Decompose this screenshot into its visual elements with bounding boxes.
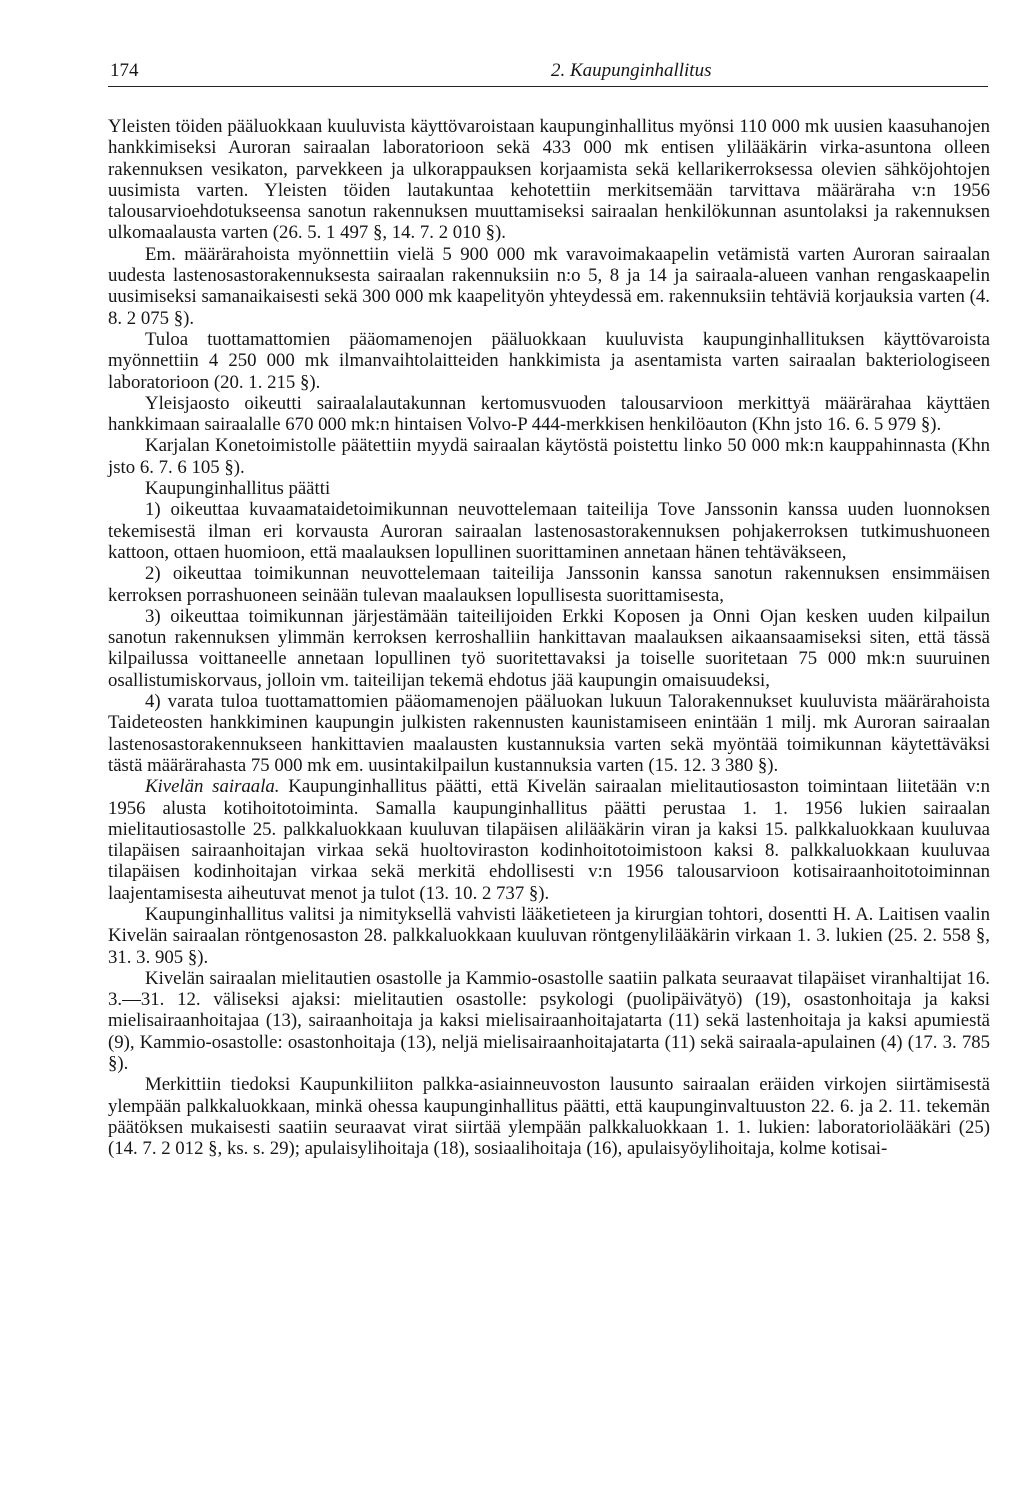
page-number: 174	[110, 60, 139, 81]
paragraph: Kaupunginhallitus päätti	[145, 478, 331, 500]
page-header	[108, 58, 988, 88]
list-item: 2) oikeuttaa toimikunnan neuvottelemaan taiteilija Janssonin kanssa sanotun rakennuksen ensimmäisen kerroksen porrashuoneen seinään tulevan maalauksen lopullisesta suorittamisesta,	[108, 563, 990, 606]
list-item: 1) oikeuttaa kuvaamataidetoimikunnan neuvottelemaan taiteilija Tove Janssonin kanssa uuden luonnoksen tekemisestä ilman eri korvausta Auroran sairaalan lastenosastorakennuksen pohjakerroksen tutkimushuoneen kattoon, ottaen huomioon, että maalauksen lopullinen suorittaminen annetaan hänen tehtäväkseen,	[108, 499, 990, 563]
section-lead: Kivelän sairaala.	[145, 776, 280, 798]
paragraph: Karjalan Konetoimistolle päätettiin myydä sairaalan käytöstä poistettu linko 50 000 mk:n kauppahinnasta (Khn jsto 6. 7. 6 105 §).	[108, 435, 990, 478]
paragraph	[108, 776, 990, 904]
list-item: 4) varata tuloa tuottamattomien pääomamenojen pääluokan lukuun Talorakennukset kuuluvista määrärahoista Taideteosten hankkiminen kaupungin julkisten rakennusten kaunistamiseen enintään 1 milj. mk Auroran sairaalan lastenosastorakennukseen hankittavien maalausten kustannuksia varten sekä myöntää toimikunnan käytettäväksi tästä määrärahasta 75 000 mk em. uusintakilpailun kustannuksia varten (15. 12. 3 380 §).	[108, 691, 990, 776]
paragraph: Em. määrärahoista myönnettiin vielä 5 900 000 mk varavoimakaapelin vetämistä varten Auroran sairaalan uudesta lastenosastorakennuksesta sairaalan rakennuksiin n:o 5, 8 ja 14 ja sairaala-alueen vanhan rengaskaapelin uusimiseksi samanaikaisesti sekä 300 000 mk kaapelityön yhteydessä em. rakennuksiin tehtäviä korjauksia varten (4. 8. 2 075 §).	[108, 243, 990, 329]
header-rule	[108, 86, 988, 87]
paragraph: Yleisten töiden pääluokkaan kuuluvista käyttövaroistaan kaupunginhallitus myönsi 110 000 mk uusien kaasuhanojen hankkimiseksi Auroran sairaalan laboratorioon sekä 433 000 mk entisen ylilääkärin virka-asuntona olleen rakennuksen vesikaton, parvekkeen ja ulkorappauksen korjaamista sekä kellarikerroksessa olevien sähköjohtojen uusimista varten. Yleisten töiden lautakuntaa kehotettiin merkitsemään tarvittava määräraha v:n 1956 talousarvioehdotukseensa sanotun rakennuksen muuttamiseksi sairaalan henkilökunnan asuntolaksi ja rakennuksen ulkomaalausta varten (26. 5. 1 497 §, 14. 7. 2 010 §).	[108, 116, 990, 244]
paragraph: Yleisjaosto oikeutti sairaalalautakunnan kertomusvuoden talousarvioon merkittyä määrärahaa käyttäen hankkimaan sairaalalle 670 000 mk:n hintaisen Volvo-P 444-merkkisen henkilöauton (Khn jsto 16. 6. 5 979 §).	[108, 392, 990, 436]
paragraph: Kaupunginhallitus valitsi ja nimityksellä vahvisti lääketieteen ja kirurgian tohtori, dosentti H. A. Laitisen vaalin Kivelän sairaalan röntgenosaston 28. palkkaluokkaan kuuluvan röntgenylilääkärin virkaan 1. 3. lukien (25. 2. 558 §, 31. 3. 905 §).	[108, 903, 990, 968]
list-item: 3) oikeuttaa toimikunnan järjestämään taiteilijoiden Erkki Koposen ja Onni Ojan kesken uuden kilpailun sanotun rakennuksen ylimmän kerroksen kerroshalliin hankittavan maalauksen aikaansaamiseksi siten, että tässä kilpailussa voittaneelle annetaan lopullinen työ suoritettavaksi ja toiselle suoritetaan 75 000 mk:n suuruinen osallistumiskorvaus, jolloin vm. taiteilijan tekemä ehdotus jää kaupungin omaisuudeksi,	[108, 605, 990, 691]
paragraph: Kivelän sairaalan mielitautien osastolle ja Kammio-osastolle saatiin palkata seuraavat tilapäiset viranhaltijat 16. 3.—31. 12. väliseksi ajaksi: mielitautien osastolle: psykologi (puolipäivätyö) (19), osastonhoitaja ja kaksi mielisairaanhoitajaa (13), sairaanhoitaja ja kaksi mielisairaanhoitajatarta (11) sekä lastenhoitaja ja kaksi apumiestä (9), Kammio-osastolle: osastonhoitaja (13), neljä mielisairaanhoitajatarta (11) sekä sairaala-apulainen (4) (17. 3. 785 §).	[108, 967, 990, 1075]
body-text	[108, 116, 990, 1160]
running-title: 2. Kaupunginhallitus	[551, 60, 712, 81]
paragraph-text: Kaupunginhallitus päätti, että Kivelän sairaalan mielitautiosaston toimintaan liitetään v:n 1956 alusta kotihoitotoiminta. Samalla kaupunginhallitus päätti perustaa 1. 1. 1956 lukien sairaalan mielitautiosastolle 25. palkkaluokkaan kuuluvan tilapäisen alilääkärin viran ja kaksi 15. palkkaluokkaan kuuluvaa tilapäisen sairaanhoitajan virkaa sekä huoltoviraston kodinhoitotoimistoon kaksi 8. palkkaluokkaan kuuluvaa tilapäisen kodinhoitajan virkaa sekä merkitä ehdollisesti v:n 1956 talousarvioon kotisairaanhoitotoiminnan laajentamisesta aiheutuvat menot ja tulot (13. 10. 2 737 §).	[108, 776, 990, 904]
paragraph: Tuloa tuottamattomien pääomamenojen pääluokkaan kuuluvista kaupunginhallituksen käyttövaroista myönnettiin 4 250 000 mk ilmanvaihtolaitteiden hankkimista ja asentamista varten sairaalan bakteriologiseen laboratorioon (20. 1. 215 §).	[108, 328, 990, 393]
paragraph: Merkittiin tiedoksi Kaupunkiliiton palkka-asiainneuvoston lausunto sairaalan eräiden virkojen siirtämisestä ylempään palkkaluokkaan, minkä ohessa kaupunginhallitus päätti, että kaupunginvaltuuston 22. 6. ja 2. 11. tekemän päätöksen mukaisesti saatiin seuraavat virat siirtää ylempään palkkaluokkaan 1. 1. lukien: laboratoriolääkäri (25) (14. 7. 2 012 §, ks. s. 29); apulaisylihoitaja (18), sosiaalihoitaja (16), apulaisyöylihoitaja, kolme kotisai-	[108, 1074, 990, 1160]
